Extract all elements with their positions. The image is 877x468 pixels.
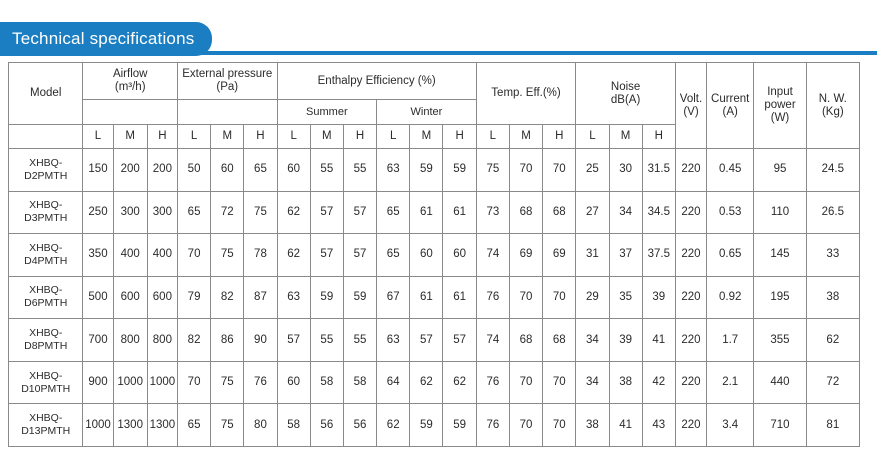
model-name-line-1: XHBQ- — [29, 327, 63, 340]
header-summer: Summer — [277, 100, 377, 125]
header-airflow-h: H — [147, 125, 177, 149]
value-cell: 220 — [675, 319, 706, 362]
value-cell: 75 — [211, 361, 244, 404]
value-cell: 59 — [343, 276, 376, 319]
value-cell: 60 — [410, 234, 443, 277]
value-cell: 350 — [83, 234, 113, 277]
header-noise-h: H — [642, 125, 675, 149]
value-cell: 1000 — [147, 361, 177, 404]
header-enthalpy: Enthalpy Efficiency (%) — [277, 63, 476, 100]
value-cell: 220 — [675, 276, 706, 319]
value-cell: 73 — [476, 191, 509, 234]
value-cell: 70 — [543, 361, 576, 404]
value-cell: 31.5 — [642, 149, 675, 192]
value-cell: 61 — [410, 191, 443, 234]
header-current-unit: (A) — [722, 105, 738, 118]
model-name-line-1: XHBQ- — [29, 369, 63, 382]
value-cell: 70 — [509, 149, 542, 192]
value-cell: 27 — [576, 191, 609, 234]
value-cell: 600 — [113, 276, 147, 319]
header-temp-m: M — [509, 125, 542, 149]
header-airflow-m: M — [113, 125, 147, 149]
value-cell: 57 — [277, 319, 310, 362]
section-title: Technical specifications — [12, 29, 195, 48]
value-cell: 60 — [277, 149, 310, 192]
header-input-power — [754, 63, 806, 149]
header-nw — [806, 63, 859, 149]
value-cell: 39 — [642, 276, 675, 319]
value-cell: 700 — [83, 319, 113, 362]
model-name-line-2: D6PMTH — [24, 297, 68, 310]
value-cell: 1.7 — [707, 319, 754, 362]
value-cell: 57 — [410, 319, 443, 362]
model-cell — [9, 361, 83, 404]
value-cell: 72 — [806, 361, 859, 404]
value-cell: 220 — [675, 191, 706, 234]
value-cell: 38 — [576, 404, 609, 447]
value-cell: 33 — [806, 234, 859, 277]
header-external-pressure — [177, 63, 277, 100]
value-cell: 72 — [211, 191, 244, 234]
value-cell: 200 — [113, 149, 147, 192]
value-cell: 68 — [543, 319, 576, 362]
value-cell: 70 — [543, 149, 576, 192]
value-cell: 26.5 — [806, 191, 859, 234]
header-winter-l: L — [377, 125, 410, 149]
value-cell: 74 — [476, 234, 509, 277]
value-cell: 64 — [377, 361, 410, 404]
value-cell: 76 — [476, 361, 509, 404]
value-cell: 110 — [754, 191, 806, 234]
value-cell: 58 — [310, 361, 343, 404]
value-cell: 61 — [410, 276, 443, 319]
value-cell: 65 — [177, 191, 210, 234]
value-cell: 63 — [377, 149, 410, 192]
header-volt-unit: (V) — [683, 105, 699, 118]
value-cell: 500 — [83, 276, 113, 319]
header-noise-l: L — [576, 125, 609, 149]
value-cell: 710 — [754, 404, 806, 447]
value-cell: 74 — [476, 319, 509, 362]
table-row — [9, 361, 860, 404]
model-name-line-2: D4PMTH — [24, 254, 68, 267]
title-rule — [0, 51, 877, 55]
value-cell: 2.1 — [707, 361, 754, 404]
value-cell: 65 — [377, 191, 410, 234]
header-external-pressure-label: External pressure — [182, 68, 273, 80]
value-cell: 61 — [443, 191, 476, 234]
value-cell: 70 — [543, 404, 576, 447]
value-cell: 34 — [576, 319, 609, 362]
value-cell: 59 — [410, 404, 443, 447]
value-cell: 65 — [244, 149, 277, 192]
value-cell: 1300 — [147, 404, 177, 447]
value-cell: 150 — [83, 149, 113, 192]
value-cell: 250 — [83, 191, 113, 234]
header-noise-unit: dB(A) — [610, 93, 641, 106]
model-name-line-1: XHBQ- — [29, 241, 63, 254]
header-input-power-label-1: Input — [767, 86, 793, 98]
value-cell: 0.92 — [707, 276, 754, 319]
header-volt-label: Volt. — [679, 92, 703, 105]
value-cell: 59 — [443, 404, 476, 447]
value-cell: 61 — [443, 276, 476, 319]
value-cell: 200 — [147, 149, 177, 192]
value-cell: 87 — [244, 276, 277, 319]
header-nw-unit: (Kg) — [821, 105, 844, 118]
value-cell: 65 — [177, 404, 210, 447]
value-cell: 41 — [642, 319, 675, 362]
model-cell — [9, 191, 83, 234]
value-cell: 57 — [343, 191, 376, 234]
value-cell: 25 — [576, 149, 609, 192]
value-cell: 55 — [310, 319, 343, 362]
value-cell: 78 — [244, 234, 277, 277]
value-cell: 79 — [177, 276, 210, 319]
value-cell: 68 — [543, 191, 576, 234]
header-noise-m: M — [609, 125, 642, 149]
value-cell: 1000 — [83, 404, 113, 447]
value-cell: 300 — [147, 191, 177, 234]
header-temp-h: H — [543, 125, 576, 149]
header-volt — [675, 63, 706, 149]
header-noise — [576, 63, 676, 125]
value-cell: 62 — [277, 191, 310, 234]
value-cell: 82 — [211, 276, 244, 319]
value-cell: 220 — [675, 361, 706, 404]
value-cell: 63 — [377, 319, 410, 362]
model-cell — [9, 276, 83, 319]
value-cell: 34 — [576, 361, 609, 404]
value-cell: 355 — [754, 319, 806, 362]
value-cell: 70 — [509, 404, 542, 447]
table-row — [9, 404, 860, 447]
model-name-line-2: D8PMTH — [24, 340, 68, 353]
value-cell: 62 — [377, 404, 410, 447]
value-cell: 76 — [476, 276, 509, 319]
header-airflow-label: Airflow — [112, 68, 148, 80]
value-cell: 0.53 — [707, 191, 754, 234]
value-cell: 55 — [310, 149, 343, 192]
value-cell: 31 — [576, 234, 609, 277]
spec-table-body — [9, 149, 860, 447]
value-cell: 90 — [244, 319, 277, 362]
header-input-power-label-2: power — [764, 99, 796, 111]
value-cell: 75 — [211, 234, 244, 277]
header-airflow-spacer — [83, 100, 178, 125]
value-cell: 63 — [277, 276, 310, 319]
header-current — [707, 63, 754, 149]
header-pressure-m: M — [211, 125, 244, 149]
header-pressure-h: H — [244, 125, 277, 149]
header-winter: Winter — [377, 100, 477, 125]
table-row — [9, 149, 860, 192]
value-cell: 37.5 — [642, 234, 675, 277]
value-cell: 800 — [147, 319, 177, 362]
value-cell: 0.45 — [707, 149, 754, 192]
value-cell: 56 — [310, 404, 343, 447]
header-pressure-spacer — [177, 100, 277, 125]
model-name-line-1: XHBQ- — [29, 199, 63, 212]
value-cell: 57 — [310, 234, 343, 277]
value-cell: 75 — [211, 404, 244, 447]
model-cell — [9, 149, 83, 192]
value-cell: 70 — [509, 361, 542, 404]
value-cell: 38 — [806, 276, 859, 319]
value-cell: 58 — [343, 361, 376, 404]
value-cell: 62 — [806, 319, 859, 362]
value-cell: 70 — [543, 276, 576, 319]
value-cell: 38 — [609, 361, 642, 404]
value-cell: 69 — [543, 234, 576, 277]
header-winter-h: H — [443, 125, 476, 149]
value-cell: 3.4 — [707, 404, 754, 447]
table-row — [9, 276, 860, 319]
value-cell: 42 — [642, 361, 675, 404]
model-name-line-2: D2PMTH — [24, 169, 68, 182]
value-cell: 145 — [754, 234, 806, 277]
value-cell: 59 — [410, 149, 443, 192]
value-cell: 62 — [410, 361, 443, 404]
value-cell: 67 — [377, 276, 410, 319]
value-cell: 82 — [177, 319, 210, 362]
value-cell: 400 — [147, 234, 177, 277]
model-cell — [9, 319, 83, 362]
value-cell: 65 — [377, 234, 410, 277]
header-external-pressure-unit: (Pa) — [216, 81, 239, 93]
value-cell: 400 — [113, 234, 147, 277]
model-name-line-2: D10PMTH — [21, 382, 71, 395]
value-cell: 900 — [83, 361, 113, 404]
value-cell: 75 — [244, 191, 277, 234]
value-cell: 1000 — [113, 361, 147, 404]
value-cell: 34.5 — [642, 191, 675, 234]
value-cell: 440 — [754, 361, 806, 404]
header-noise-label: Noise — [610, 80, 641, 93]
model-name-line-2: D3PMTH — [24, 212, 68, 225]
header-pressure-l: L — [177, 125, 210, 149]
value-cell: 76 — [244, 361, 277, 404]
spec-table — [8, 62, 860, 447]
value-cell: 68 — [509, 319, 542, 362]
header-input-power-unit: (W) — [770, 112, 790, 124]
value-cell: 62 — [277, 234, 310, 277]
value-cell: 55 — [343, 149, 376, 192]
value-cell: 50 — [177, 149, 210, 192]
value-cell: 59 — [443, 149, 476, 192]
value-cell: 95 — [754, 149, 806, 192]
value-cell: 195 — [754, 276, 806, 319]
value-cell: 41 — [609, 404, 642, 447]
value-cell: 62 — [443, 361, 476, 404]
model-name-line-1: XHBQ- — [29, 284, 63, 297]
value-cell: 58 — [277, 404, 310, 447]
header-summer-m: M — [310, 125, 343, 149]
table-row — [9, 234, 860, 277]
header-airflow-l: L — [83, 125, 113, 149]
header-nw-label: N. W. — [818, 92, 847, 105]
table-row — [9, 319, 860, 362]
value-cell: 59 — [310, 276, 343, 319]
value-cell: 34 — [609, 191, 642, 234]
value-cell: 1300 — [113, 404, 147, 447]
value-cell: 70 — [177, 234, 210, 277]
value-cell: 220 — [675, 149, 706, 192]
header-temp-l: L — [476, 125, 509, 149]
model-cell — [9, 234, 83, 277]
value-cell: 81 — [806, 404, 859, 447]
value-cell: 300 — [113, 191, 147, 234]
value-cell: 43 — [642, 404, 675, 447]
value-cell: 70 — [509, 276, 542, 319]
value-cell: 76 — [476, 404, 509, 447]
header-airflow-unit: (m³/h) — [114, 81, 146, 93]
value-cell: 75 — [476, 149, 509, 192]
value-cell: 60 — [443, 234, 476, 277]
value-cell: 55 — [343, 319, 376, 362]
table-row — [9, 191, 860, 234]
value-cell: 57 — [310, 191, 343, 234]
header-winter-m: M — [410, 125, 443, 149]
value-cell: 0.65 — [707, 234, 754, 277]
header-summer-h: H — [343, 125, 376, 149]
header-current-label: Current — [711, 92, 750, 105]
value-cell: 86 — [211, 319, 244, 362]
value-cell: 30 — [609, 149, 642, 192]
value-cell: 800 — [113, 319, 147, 362]
value-cell: 70 — [177, 361, 210, 404]
value-cell: 24.5 — [806, 149, 859, 192]
value-cell: 57 — [443, 319, 476, 362]
value-cell: 80 — [244, 404, 277, 447]
value-cell: 29 — [576, 276, 609, 319]
value-cell: 60 — [277, 361, 310, 404]
model-name-line-1: XHBQ- — [29, 412, 63, 425]
value-cell: 35 — [609, 276, 642, 319]
header-temp-eff: Temp. Eff.(%) — [476, 63, 576, 125]
value-cell: 68 — [509, 191, 542, 234]
header-model: Model — [9, 63, 83, 125]
value-cell: 57 — [343, 234, 376, 277]
model-cell — [9, 404, 83, 447]
model-name-line-1: XHBQ- — [29, 156, 63, 169]
header-airflow — [83, 63, 178, 100]
value-cell: 39 — [609, 319, 642, 362]
value-cell: 56 — [343, 404, 376, 447]
value-cell: 60 — [211, 149, 244, 192]
value-cell: 220 — [675, 234, 706, 277]
value-cell: 600 — [147, 276, 177, 319]
value-cell: 220 — [675, 404, 706, 447]
header-model-spacer — [9, 125, 83, 149]
header-summer-l: L — [277, 125, 310, 149]
value-cell: 37 — [609, 234, 642, 277]
value-cell: 69 — [509, 234, 542, 277]
model-name-line-2: D13PMTH — [21, 425, 71, 438]
